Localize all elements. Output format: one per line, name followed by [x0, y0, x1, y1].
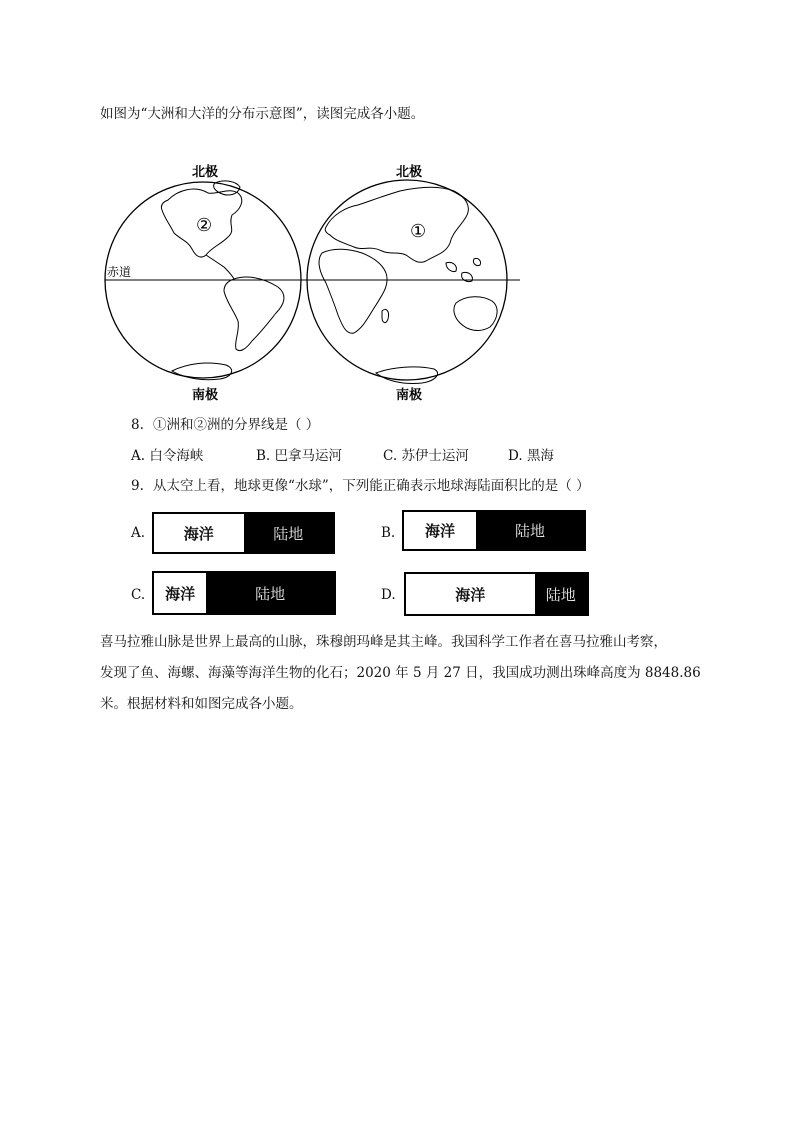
- q9-stem: 从太空上看，地球更像“水球”，下列能正确表示地球海陆面积比的是（ ）: [153, 478, 590, 494]
- south-pole-label-right: 南极: [396, 388, 423, 403]
- q8-option-b-letter: B.: [256, 448, 271, 464]
- continent-ocean-map: [100, 155, 520, 405]
- q8-option-d-letter: D.: [508, 448, 523, 464]
- sea-segment: 海洋: [154, 573, 206, 613]
- q9-option-d-letter[interactable]: D.: [381, 587, 396, 603]
- hemisphere-map-graphic: [100, 155, 520, 405]
- q9-option-c-letter[interactable]: C.: [131, 587, 146, 603]
- passage-line-1: 喜马拉雅山脉是世界上最高的山脉，珠穆朗玛峰是其主峰。我国科学工作者在喜马拉雅山考察，: [100, 634, 667, 650]
- sea-segment: 海洋: [154, 514, 244, 552]
- passage-line-3: 米。根据材料和如图完成各小题。: [100, 696, 303, 712]
- q9-option-c-bar[interactable]: [152, 571, 336, 615]
- continent-marker-1: ①: [410, 221, 427, 242]
- q8-number: 8.: [131, 417, 144, 433]
- q8-option-d-text: 黑海: [526, 448, 554, 464]
- q9-option-b-letter[interactable]: B.: [381, 525, 396, 541]
- land-segment: 陆地: [206, 573, 334, 613]
- q9-option-d-bar[interactable]: [404, 572, 589, 616]
- q8-option-c-text: 苏伊士运河: [401, 448, 469, 464]
- passage-line-2: 发现了鱼、海螺、海藻等海洋生物的化石；2020 年 5 月 27 日，我国成功测出珠峰高度为 8848.86: [100, 665, 701, 681]
- q9-option-a-bar[interactable]: [152, 512, 335, 554]
- intro-text: 如图为“大洲和大洋的分布示意图”，读图完成各小题。: [100, 106, 425, 122]
- south-pole-label-left: 南极: [192, 388, 219, 403]
- q9-number: 9.: [131, 478, 144, 494]
- land-segment: 陆地: [244, 514, 334, 552]
- land-segment: 陆地: [535, 574, 587, 614]
- north-pole-label-right: 北极: [396, 165, 423, 180]
- q8-option-d[interactable]: [508, 446, 554, 466]
- continent-marker-2: ②: [196, 215, 213, 236]
- q8-option-a-text: 白令海峡: [149, 448, 204, 464]
- q8-option-b[interactable]: [256, 446, 342, 466]
- sea-segment: 海洋: [404, 512, 476, 549]
- equator-label: 赤道: [107, 265, 132, 279]
- q8-stem: ①洲和②洲的分界线是（ ）: [153, 417, 320, 433]
- q8-option-c-letter: C.: [383, 448, 398, 464]
- north-pole-label-left: 北极: [192, 165, 219, 180]
- q9-option-b-bar[interactable]: [402, 510, 586, 551]
- q8-option-b-text: 巴拿马运河: [274, 448, 343, 464]
- sea-segment: 海洋: [406, 574, 535, 614]
- q8-option-a[interactable]: [131, 446, 203, 466]
- q9-option-a-letter[interactable]: A.: [131, 525, 146, 541]
- land-segment: 陆地: [476, 512, 584, 549]
- q8-option-a-letter: A.: [131, 448, 146, 464]
- q8-option-c[interactable]: [383, 446, 469, 466]
